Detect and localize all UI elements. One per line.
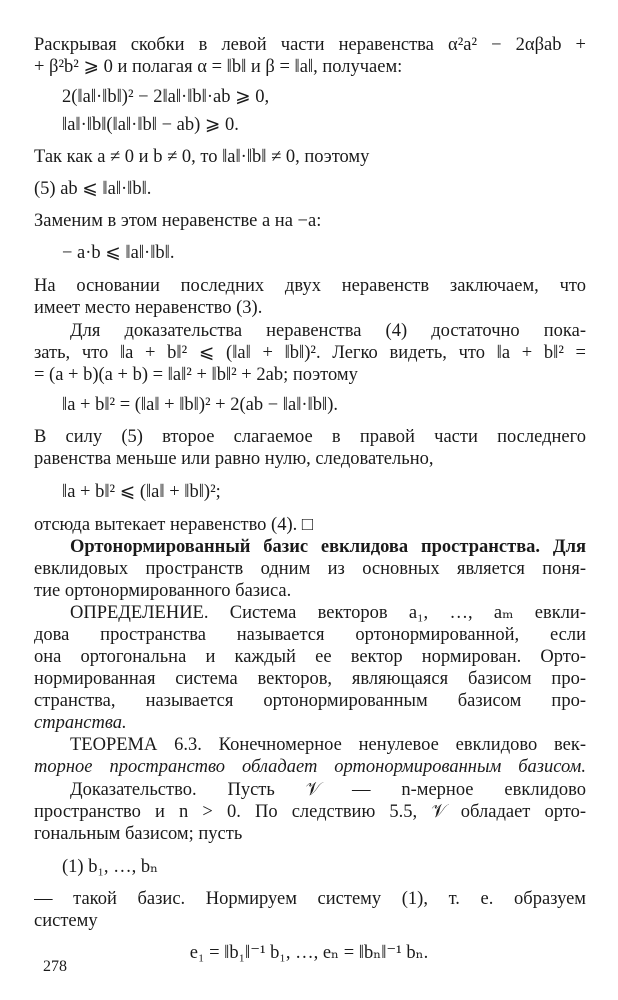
text-line: зать, что ‖a + b‖² ⩽ (‖a‖ + ‖b‖)². Легко видеть, что ‖a + b‖² = — [34, 343, 586, 363]
theorem-line: ТЕОРЕМА 6.3. Конечномерное ненулевое евклидово век- — [70, 735, 586, 755]
page-number: 278 — [43, 958, 67, 975]
theorem-line: торное пространство обладает ортонормированным базисом. — [34, 757, 586, 777]
formula: 2(‖a‖·‖b‖)² − 2‖a‖·‖b‖·ab ⩾ 0, — [62, 87, 270, 107]
formula: ‖a + b‖² ⩽ (‖a‖ + ‖b‖)²; — [62, 482, 221, 502]
formula: (5) ab ⩽ ‖a‖·‖b‖. — [34, 179, 152, 199]
text-line: странства. — [34, 713, 127, 733]
text-line: = (a + b)(a + b) = ‖a‖² + ‖b‖² + 2ab; поэтому — [34, 365, 358, 385]
text-line: Для доказательства неравенства (4) достаточно пока- — [70, 321, 586, 341]
text-line: равенства меньше или равно нулю, следовательно, — [34, 449, 434, 469]
formula: (1) b₁, …, bₙ — [62, 857, 159, 877]
text-line: отсюда вытекает неравенство (4). □ — [34, 515, 314, 535]
text-line: пространство и n > 0. По следствию 5.5, 𝒱 обладает орто- — [34, 802, 586, 822]
formula: − a·b ⩽ ‖a‖·‖b‖. — [62, 243, 175, 263]
text-line: странства, называется ортонормированным базисом про- — [34, 691, 586, 711]
text-line: Заменим в этом неравенстве a на −a: — [34, 211, 322, 231]
formula: ‖a + b‖² = (‖a‖ + ‖b‖)² + 2(ab − ‖a‖·‖b‖). — [62, 395, 338, 415]
text-line: + β²b² ⩾ 0 и полагая α = ‖b‖ и β = ‖a‖, получаем: — [34, 57, 403, 77]
text-line: имеет место неравенство (3). — [34, 298, 263, 318]
text-line: — такой базис. Нормируем систему (1), т. е. образуем — [34, 889, 586, 909]
text-line: дова пространства называется ортонормированной, если — [34, 625, 586, 645]
text-line: В силу (5) второе слагаемое в правой части последнего — [34, 427, 586, 447]
text-line: Раскрывая скобки в левой части неравенства α²a² − 2αβab + — [34, 35, 586, 55]
formula: ‖a‖·‖b‖(‖a‖·‖b‖ − ab) ⩾ 0. — [62, 115, 239, 135]
text-line: нормированная система векторов, являющаяся базисом про- — [34, 669, 586, 689]
text-line: гональным базисом; пусть — [34, 824, 243, 844]
text-line: Так как a ≠ 0 и b ≠ 0, то ‖a‖·‖b‖ ≠ 0, поэтому — [34, 147, 370, 167]
proof-line: Доказательство. Пусть 𝒱 — n-мерное евклидово — [70, 780, 586, 800]
section-heading: Ортонормированный базис евклидова пространства. Для — [70, 537, 586, 557]
definition-line: ОПРЕДЕЛЕНИЕ. Система векторов a₁, …, aₘ евкли- — [70, 603, 586, 623]
text-line: она ортогональна и каждый ее вектор нормирован. Орто- — [34, 647, 586, 667]
text-line: систему — [34, 911, 98, 931]
text-line: тие ортонормированного базиса. — [34, 581, 292, 601]
formula: e₁ = ‖b₁‖⁻¹ b₁, …, eₙ = ‖bₙ‖⁻¹ bₙ. — [189, 943, 429, 963]
text-line: На основании последних двух неравенств заключаем, что — [34, 276, 586, 296]
text-line: евклидовых пространств одним из основных является поня- — [34, 559, 586, 579]
